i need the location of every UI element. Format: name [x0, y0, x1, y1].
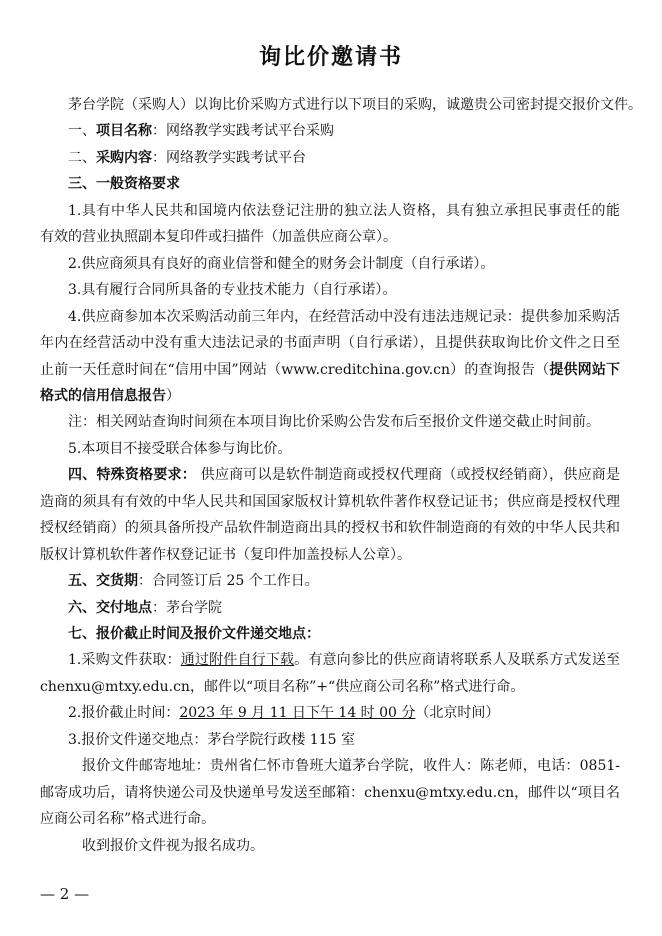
paragraph-line: [40, 357, 620, 383]
paragraph-line: [68, 251, 620, 277]
text: 1.具有中华人民共和国境内依法登记注册的独立法人资格，具有独立承担民事责任的能: [68, 202, 620, 219]
paragraph-line: [68, 647, 620, 673]
paragraph-line: [40, 383, 620, 409]
document-title: 询比价邀请书: [258, 45, 403, 70]
text: ：网络教学实践考试平台采购: [152, 123, 334, 140]
text: 应商公司名称”格式进行命。: [40, 811, 216, 828]
text: 止前一天任意时间在“信用中国”网站（www.creditchina.gov.cn）的查询报告（: [40, 361, 550, 378]
bold-text: 六、交付地点: [68, 599, 152, 616]
paragraph-line: [68, 462, 620, 488]
text: 3.具有履行合同所具备的专业技术能力（自行承诺）。: [68, 282, 397, 299]
text: 授权经销商）的须具备所投产品软件制造商出具的授权书和软件制造商的有效的中华人民共和: [40, 520, 620, 537]
paragraph-line: [68, 409, 620, 435]
paragraph-line: [82, 753, 620, 779]
text: 4.供应商参加本次采购活动前三年内，在经营活动中没有违法违规记录：提供参加采购活: [68, 308, 620, 325]
text: 二、: [68, 149, 96, 166]
text: 报价文件邮寄地址：贵州省仁怀市鲁班大道茅台学院，收件人：陈老师，电话：0851-: [82, 758, 620, 775]
paragraph-line: [40, 224, 620, 250]
text: 供应商可以是软件制造商或授权代理商（或授权经销商），供应商是: [200, 467, 620, 484]
text: 收到报价文件视为报名成功。: [82, 837, 264, 854]
paragraph-line: [68, 92, 642, 118]
text: 2.供应商须具有良好的商业信誉和健全的财务会计制度（自行承诺）。: [68, 255, 495, 272]
text: ）: [166, 387, 180, 404]
text: 版权计算机软件著作权登记证书（复印件加盖投标人公章）。: [40, 546, 411, 563]
bold-text: 采购内容: [96, 149, 152, 166]
text: ：茅台学院: [152, 599, 222, 616]
paragraph-line: [68, 145, 620, 171]
text: 1.采购文件获取：: [68, 652, 181, 669]
text: 2.报价截止时间：: [68, 705, 180, 722]
bold-text: 五、交货期: [68, 573, 138, 590]
paragraph-line: [40, 806, 620, 832]
page-number: — 2 —: [40, 885, 90, 903]
text: 年内在经营活动中没有重大违法记录的书面声明（自行承诺），且提供获取询比价文件之日至: [40, 335, 620, 352]
paragraph-line: [68, 621, 620, 647]
paragraph-line: [40, 330, 620, 356]
paragraph-line: [40, 515, 620, 541]
paragraph-line: [40, 542, 620, 568]
paragraph-line: [68, 595, 620, 621]
paragraph-line: [40, 780, 620, 806]
text: 造商的须具有有效的中华人民共和国国家版权计算机软件著作权登记证书；供应商是授权代理: [40, 493, 620, 510]
bold-text: 四、特殊资格要求：: [68, 467, 196, 484]
paragraph-line: [68, 436, 620, 462]
text: 茅台学院（采购人）以询比价采购方式进行以下项目的采购，诚邀贵公司密封提交报价文件。: [68, 97, 642, 113]
paragraph-line: [68, 277, 620, 303]
paragraph-line: [68, 171, 620, 197]
bold-text: 提供网站下: [549, 361, 620, 378]
paragraph-line: [68, 727, 620, 753]
bold-text: 格式的信用信息报告: [40, 387, 166, 404]
text: 3.报价文件递交地点：茅台学院行政楼 115 室: [68, 731, 355, 748]
text: （北京时间）: [415, 705, 500, 722]
bold-text: 项目名称: [96, 123, 152, 140]
paragraph-line: [68, 568, 620, 594]
paragraph-line: [68, 118, 620, 144]
text: 。有意向参比的供应商请将联系人及联系方式发送至: [294, 652, 620, 669]
text: 有效的营业执照副本复印件或扫描件（加盖供应商公章）。: [40, 229, 397, 246]
paragraph-line: [68, 198, 620, 224]
text: ：网络教学实践考试平台: [152, 149, 306, 166]
paragraph-line: [68, 304, 620, 330]
text: ：合同签订后 25 个工作日。: [138, 573, 319, 590]
text: 一、: [68, 123, 96, 140]
bold-text: 三、一般资格要求: [68, 176, 180, 193]
text: 注：相关网站查询时间须在本项目询比价采购公告发布后至报价文件递交截止时间前。: [68, 414, 600, 431]
paragraph-line: [82, 833, 620, 859]
paragraph-line: [40, 489, 620, 515]
underlined-text: 通过附件自行下载: [180, 652, 295, 669]
underlined-text: 2023 年 9 月 11 日下午 14 时 00 分: [179, 705, 416, 722]
bold-text: 七、报价截止时间及报价文件递交地点：: [68, 626, 320, 642]
text: chenxu@mtxy.edu.cn，邮件以“项目名称”+“供应商公司名称”格式进行命。: [40, 678, 525, 695]
text: 5.本项目不接受联合体参与询比价。: [68, 440, 292, 457]
paragraph-line: [68, 700, 620, 726]
paragraph-line: [40, 674, 620, 700]
text: 邮寄成功后，请将快递公司及快递单号发送至邮箱：chenxu@mtxy.edu.cn，邮件以“项目名: [40, 784, 620, 801]
